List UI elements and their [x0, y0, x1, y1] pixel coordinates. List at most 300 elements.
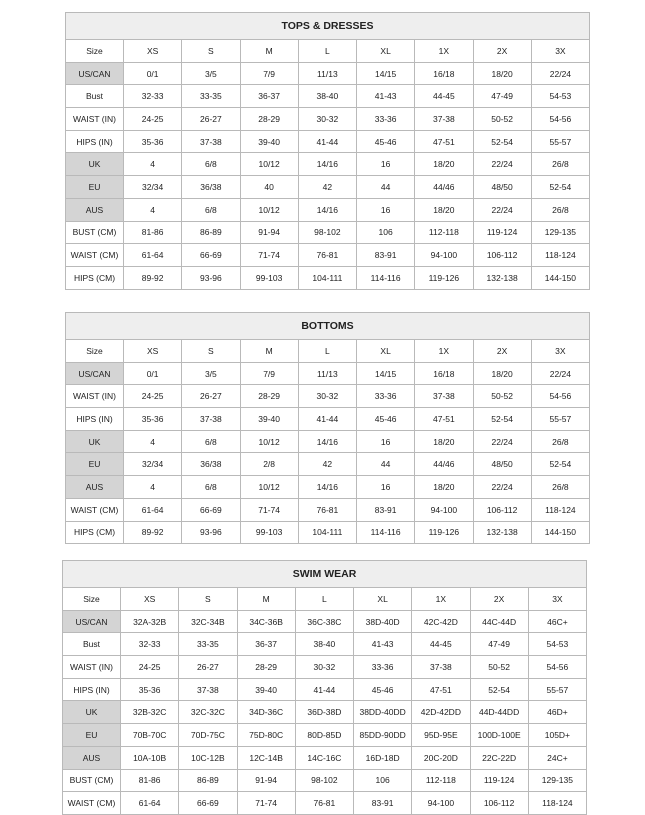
table-cell: 86-89: [179, 769, 237, 792]
table-cell: 119-124: [470, 769, 528, 792]
table-cell: 24-25: [124, 108, 182, 131]
table-cell: 119-124: [473, 221, 531, 244]
table-row: [66, 362, 590, 385]
table-row: [63, 656, 587, 679]
table-cell: 52-54: [531, 453, 589, 476]
size-header-cell: Size: [66, 40, 124, 63]
size-column-header: XS: [124, 340, 182, 363]
table-cell: 54-53: [528, 633, 586, 656]
size-column-header: S: [182, 340, 240, 363]
table-cell: 33-35: [179, 633, 237, 656]
table-cell: 20C-20D: [412, 746, 470, 769]
table-cell: 14/16: [298, 198, 356, 221]
table-cell: 61-64: [124, 498, 182, 521]
table-cell: 37-38: [179, 678, 237, 701]
row-label: HIPS (CM): [66, 521, 124, 544]
table-cell: 32C-32C: [179, 701, 237, 724]
size-column-header: M: [237, 588, 295, 611]
row-label: HIPS (IN): [66, 408, 124, 431]
table-cell: 30-32: [298, 108, 356, 131]
table-cell: 94-100: [415, 244, 473, 267]
table-cell: 81-86: [121, 769, 179, 792]
table-cell: 118-124: [528, 792, 586, 815]
table-cell: 26/8: [531, 198, 589, 221]
table-row: [63, 633, 587, 656]
table-cell: 66-69: [182, 498, 240, 521]
row-label: US/CAN: [63, 610, 121, 633]
size-column-header: XS: [124, 40, 182, 63]
table-row: [63, 724, 587, 747]
table-cell: 39-40: [237, 678, 295, 701]
table-cell: 32A-32B: [121, 610, 179, 633]
table-cell: 35-36: [124, 408, 182, 431]
table-cell: 26/8: [531, 476, 589, 499]
table-cell: 4: [124, 198, 182, 221]
table-cell: 7/9: [240, 362, 298, 385]
table-cell: 38-40: [298, 85, 356, 108]
size-column-header: S: [179, 588, 237, 611]
table-cell: 22/24: [473, 153, 531, 176]
table-cell: 106: [354, 769, 412, 792]
table-cell: 132-138: [473, 266, 531, 289]
table-row: [66, 108, 590, 131]
row-label: EU: [66, 176, 124, 199]
table-cell: 119-126: [415, 521, 473, 544]
table-cell: 14/16: [298, 430, 356, 453]
table-cell: 132-138: [473, 521, 531, 544]
table-cell: 76-81: [298, 498, 356, 521]
table-cell: 80D-85D: [295, 724, 353, 747]
table-cell: 14/15: [357, 62, 415, 85]
table-cell: 98-102: [298, 221, 356, 244]
table-cell: 106: [357, 221, 415, 244]
table-cell: 98-102: [295, 769, 353, 792]
size-column-header: 2X: [473, 40, 531, 63]
table-cell: 14/16: [298, 476, 356, 499]
table-cell: 50-52: [470, 656, 528, 679]
table-cell: 22C-22D: [470, 746, 528, 769]
table-cell: 6/8: [182, 430, 240, 453]
table-cell: 10A-10B: [121, 746, 179, 769]
table-cell: 47-51: [415, 130, 473, 153]
table-cell: 144-150: [531, 266, 589, 289]
size-table-bottoms: [65, 312, 590, 544]
row-label: WAIST (CM): [66, 498, 124, 521]
table-cell: 10/12: [240, 476, 298, 499]
table-cell: 33-36: [354, 656, 412, 679]
table-cell: 46D+: [528, 701, 586, 724]
row-label: AUS: [66, 198, 124, 221]
table-cell: 44-45: [415, 85, 473, 108]
table-cell: 42C-42D: [412, 610, 470, 633]
table-cell: 47-49: [473, 85, 531, 108]
table-cell: 52-54: [470, 678, 528, 701]
table-cell: 30-32: [295, 656, 353, 679]
table-cell: 91-94: [240, 221, 298, 244]
row-label: AUS: [66, 476, 124, 499]
table-cell: 6/8: [182, 153, 240, 176]
table-row: [66, 244, 590, 267]
table-cell: 11/13: [298, 362, 356, 385]
table-cell: 89-92: [124, 521, 182, 544]
size-column-header: L: [298, 40, 356, 63]
table-cell: 37-38: [415, 108, 473, 131]
table-cell: 54-56: [531, 385, 589, 408]
table-cell: 106-112: [473, 244, 531, 267]
table-cell: 45-46: [354, 678, 412, 701]
table-row: [66, 430, 590, 453]
table-cell: 105D+: [528, 724, 586, 747]
row-label: UK: [63, 701, 121, 724]
table-cell: 16: [357, 198, 415, 221]
table-cell: 12C-14B: [237, 746, 295, 769]
table-cell: 95D-95E: [412, 724, 470, 747]
table-cell: 32-33: [124, 85, 182, 108]
table-cell: 22/24: [531, 62, 589, 85]
table-cell: 3/5: [182, 362, 240, 385]
table-cell: 89-92: [124, 266, 182, 289]
table-cell: 45-46: [357, 408, 415, 431]
row-label: WAIST (CM): [63, 792, 121, 815]
table-cell: 16D-18D: [354, 746, 412, 769]
table-cell: 39-40: [240, 130, 298, 153]
table-cell: 10/12: [240, 430, 298, 453]
table-cell: 93-96: [182, 266, 240, 289]
table-cell: 83-91: [357, 498, 415, 521]
table-title: BOTTOMS: [66, 313, 590, 340]
size-table-tops-dresses: [65, 12, 590, 290]
table-cell: 66-69: [179, 792, 237, 815]
table-cell: 16: [357, 430, 415, 453]
table-cell: 47-51: [415, 408, 473, 431]
table-cell: 33-36: [357, 385, 415, 408]
table-cell: 6/8: [182, 198, 240, 221]
row-label: US/CAN: [66, 362, 124, 385]
table-row: [63, 792, 587, 815]
row-label: WAIST (CM): [66, 244, 124, 267]
table-cell: 39-40: [240, 408, 298, 431]
table-cell: 44: [357, 453, 415, 476]
table-cell: 11/13: [298, 62, 356, 85]
table-cell: 18/20: [415, 198, 473, 221]
table-cell: 99-103: [240, 521, 298, 544]
table-cell: 44/46: [415, 453, 473, 476]
table-cell: 10C-12B: [179, 746, 237, 769]
table-cell: 104-111: [298, 266, 356, 289]
table-cell: 41-44: [298, 130, 356, 153]
table-cell: 52-54: [531, 176, 589, 199]
row-label: BUST (CM): [63, 769, 121, 792]
size-column-header: M: [240, 340, 298, 363]
size-table-swim-wear: [62, 560, 587, 815]
table-cell: 32/34: [124, 453, 182, 476]
table-cell: 41-44: [295, 678, 353, 701]
table-cell: 28-29: [237, 656, 295, 679]
table-cell: 41-43: [357, 85, 415, 108]
size-column-header: XS: [121, 588, 179, 611]
table-cell: 14C-16C: [295, 746, 353, 769]
table-row: [66, 85, 590, 108]
table-cell: 18/20: [415, 476, 473, 499]
table-cell: 83-91: [354, 792, 412, 815]
size-column-header: L: [298, 340, 356, 363]
size-header-cell: Size: [66, 340, 124, 363]
table-cell: 16/18: [415, 362, 473, 385]
table-cell: 52-54: [473, 130, 531, 153]
table-row: [66, 198, 590, 221]
table-cell: 42: [298, 453, 356, 476]
table-row: [66, 130, 590, 153]
size-column-header: M: [240, 40, 298, 63]
table-cell: 32B-32C: [121, 701, 179, 724]
row-label: UK: [66, 153, 124, 176]
table-cell: 35-36: [124, 130, 182, 153]
row-label: WAIST (IN): [66, 385, 124, 408]
table-row: [66, 176, 590, 199]
table-cell: 38D-40D: [354, 610, 412, 633]
table-cell: 36C-38C: [295, 610, 353, 633]
table-row: [63, 746, 587, 769]
table-cell: 144-150: [531, 521, 589, 544]
table-cell: 18/20: [415, 153, 473, 176]
row-label: WAIST (IN): [63, 656, 121, 679]
table-cell: 93-96: [182, 521, 240, 544]
table-cell: 26-27: [182, 108, 240, 131]
table-cell: 71-74: [240, 498, 298, 521]
table-cell: 16: [357, 153, 415, 176]
table-cell: 26-27: [182, 385, 240, 408]
table-cell: 118-124: [531, 498, 589, 521]
table-row: [66, 266, 590, 289]
table-cell: 44C-44D: [470, 610, 528, 633]
table-cell: 10/12: [240, 153, 298, 176]
table-cell: 26/8: [531, 430, 589, 453]
size-column-header: S: [182, 40, 240, 63]
table-cell: 32-33: [121, 633, 179, 656]
size-column-header: 2X: [470, 588, 528, 611]
table-cell: 22/24: [473, 430, 531, 453]
table-cell: 52-54: [473, 408, 531, 431]
table-cell: 54-56: [531, 108, 589, 131]
header-row: [66, 40, 590, 63]
table-cell: 37-38: [415, 385, 473, 408]
table-cell: 112-118: [415, 221, 473, 244]
size-column-header: 2X: [473, 340, 531, 363]
table-cell: 48/50: [473, 453, 531, 476]
table-cell: 33-36: [357, 108, 415, 131]
table-cell: 18/20: [415, 430, 473, 453]
table-cell: 99-103: [240, 266, 298, 289]
table-row: [66, 408, 590, 431]
table-title: SWIM WEAR: [63, 561, 587, 588]
table-cell: 26/8: [531, 153, 589, 176]
table-cell: 36/38: [182, 453, 240, 476]
table-cell: 55-57: [528, 678, 586, 701]
table-cell: 4: [124, 430, 182, 453]
table-cell: 106-112: [473, 498, 531, 521]
table-cell: 118-124: [531, 244, 589, 267]
table-cell: 22/24: [473, 476, 531, 499]
table-cell: 37-38: [182, 130, 240, 153]
table-cell: 24-25: [124, 385, 182, 408]
table-cell: 6/8: [182, 476, 240, 499]
table-cell: 44-45: [412, 633, 470, 656]
table-cell: 44: [357, 176, 415, 199]
table-cell: 41-44: [298, 408, 356, 431]
table-cell: 36-37: [237, 633, 295, 656]
row-label: EU: [66, 453, 124, 476]
table-title: TOPS & DRESSES: [66, 13, 590, 40]
table-cell: 61-64: [121, 792, 179, 815]
table-cell: 28-29: [240, 385, 298, 408]
table-cell: 55-57: [531, 408, 589, 431]
table-cell: 61-64: [124, 244, 182, 267]
table-cell: 14/15: [357, 362, 415, 385]
table-cell: 22/24: [473, 198, 531, 221]
table-cell: 36-37: [240, 85, 298, 108]
table-cell: 94-100: [412, 792, 470, 815]
row-label: HIPS (IN): [63, 678, 121, 701]
row-label: Bust: [63, 633, 121, 656]
table-cell: 40: [240, 176, 298, 199]
table-cell: 36D-38D: [295, 701, 353, 724]
table-cell: 91-94: [237, 769, 295, 792]
table-cell: 7/9: [240, 62, 298, 85]
table-cell: 34C-36B: [237, 610, 295, 633]
size-column-header: XL: [357, 340, 415, 363]
table-cell: 114-116: [357, 266, 415, 289]
table-row: [63, 610, 587, 633]
row-label: UK: [66, 430, 124, 453]
table-cell: 18/20: [473, 362, 531, 385]
table-row: [66, 498, 590, 521]
table-cell: 106-112: [470, 792, 528, 815]
table-cell: 85DD-90DD: [354, 724, 412, 747]
row-label: BUST (CM): [66, 221, 124, 244]
table-cell: 129-135: [528, 769, 586, 792]
table-cell: 50-52: [473, 385, 531, 408]
size-column-header: 3X: [528, 588, 586, 611]
table-cell: 42D-42DD: [412, 701, 470, 724]
table-cell: 35-36: [121, 678, 179, 701]
row-label: EU: [63, 724, 121, 747]
table-row: [63, 678, 587, 701]
table-cell: 26-27: [179, 656, 237, 679]
table-cell: 94-100: [415, 498, 473, 521]
size-column-header: 1X: [415, 340, 473, 363]
table-cell: 4: [124, 476, 182, 499]
table-cell: 86-89: [182, 221, 240, 244]
table-row: [66, 221, 590, 244]
table-row: [66, 476, 590, 499]
table-cell: 33-35: [182, 85, 240, 108]
table-row: [66, 385, 590, 408]
table-cell: 112-118: [412, 769, 470, 792]
table-cell: 42: [298, 176, 356, 199]
table-cell: 47-51: [412, 678, 470, 701]
table-cell: 104-111: [298, 521, 356, 544]
table-cell: 119-126: [415, 266, 473, 289]
table-row: [63, 701, 587, 724]
table-cell: 83-91: [357, 244, 415, 267]
table-cell: 71-74: [237, 792, 295, 815]
table-cell: 71-74: [240, 244, 298, 267]
table-row: [66, 453, 590, 476]
table-cell: 4: [124, 153, 182, 176]
row-label: WAIST (IN): [66, 108, 124, 131]
header-row: [66, 340, 590, 363]
table-cell: 28-29: [240, 108, 298, 131]
table-cell: 100D-100E: [470, 724, 528, 747]
size-column-header: XL: [354, 588, 412, 611]
size-column-header: 3X: [531, 40, 589, 63]
table-cell: 54-53: [531, 85, 589, 108]
table-cell: 32C-34B: [179, 610, 237, 633]
size-header-cell: Size: [63, 588, 121, 611]
table-cell: 66-69: [182, 244, 240, 267]
size-column-header: 1X: [415, 40, 473, 63]
table-cell: 44D-44DD: [470, 701, 528, 724]
row-label: US/CAN: [66, 62, 124, 85]
table-cell: 114-116: [357, 521, 415, 544]
table-cell: 76-81: [295, 792, 353, 815]
table-cell: 45-46: [357, 130, 415, 153]
row-label: AUS: [63, 746, 121, 769]
table-cell: 76-81: [298, 244, 356, 267]
row-label: Bust: [66, 85, 124, 108]
table-cell: 70D-75C: [179, 724, 237, 747]
table-cell: 55-57: [531, 130, 589, 153]
row-label: HIPS (IN): [66, 130, 124, 153]
table-cell: 2/8: [240, 453, 298, 476]
table-cell: 38DD-40DD: [354, 701, 412, 724]
header-row: [63, 588, 587, 611]
size-column-header: XL: [357, 40, 415, 63]
table-cell: 75D-80C: [237, 724, 295, 747]
table-cell: 129-135: [531, 221, 589, 244]
table-cell: 24-25: [121, 656, 179, 679]
table-cell: 16: [357, 476, 415, 499]
table-cell: 22/24: [531, 362, 589, 385]
table-cell: 48/50: [473, 176, 531, 199]
table-cell: 38-40: [295, 633, 353, 656]
table-row: [66, 62, 590, 85]
table-row: [66, 521, 590, 544]
table-cell: 18/20: [473, 62, 531, 85]
table-cell: 0/1: [124, 62, 182, 85]
size-column-header: 1X: [412, 588, 470, 611]
table-cell: 37-38: [182, 408, 240, 431]
table-cell: 47-49: [470, 633, 528, 656]
table-cell: 10/12: [240, 198, 298, 221]
table-cell: 30-32: [298, 385, 356, 408]
table-cell: 16/18: [415, 62, 473, 85]
table-cell: 0/1: [124, 362, 182, 385]
size-column-header: 3X: [531, 340, 589, 363]
row-label: HIPS (CM): [66, 266, 124, 289]
table-cell: 81-86: [124, 221, 182, 244]
table-cell: 32/34: [124, 176, 182, 199]
table-cell: 46C+: [528, 610, 586, 633]
table-row: [66, 153, 590, 176]
table-cell: 70B-70C: [121, 724, 179, 747]
table-cell: 41-43: [354, 633, 412, 656]
table-cell: 36/38: [182, 176, 240, 199]
table-cell: 37-38: [412, 656, 470, 679]
size-column-header: L: [295, 588, 353, 611]
table-row: [63, 769, 587, 792]
table-cell: 34D-36C: [237, 701, 295, 724]
